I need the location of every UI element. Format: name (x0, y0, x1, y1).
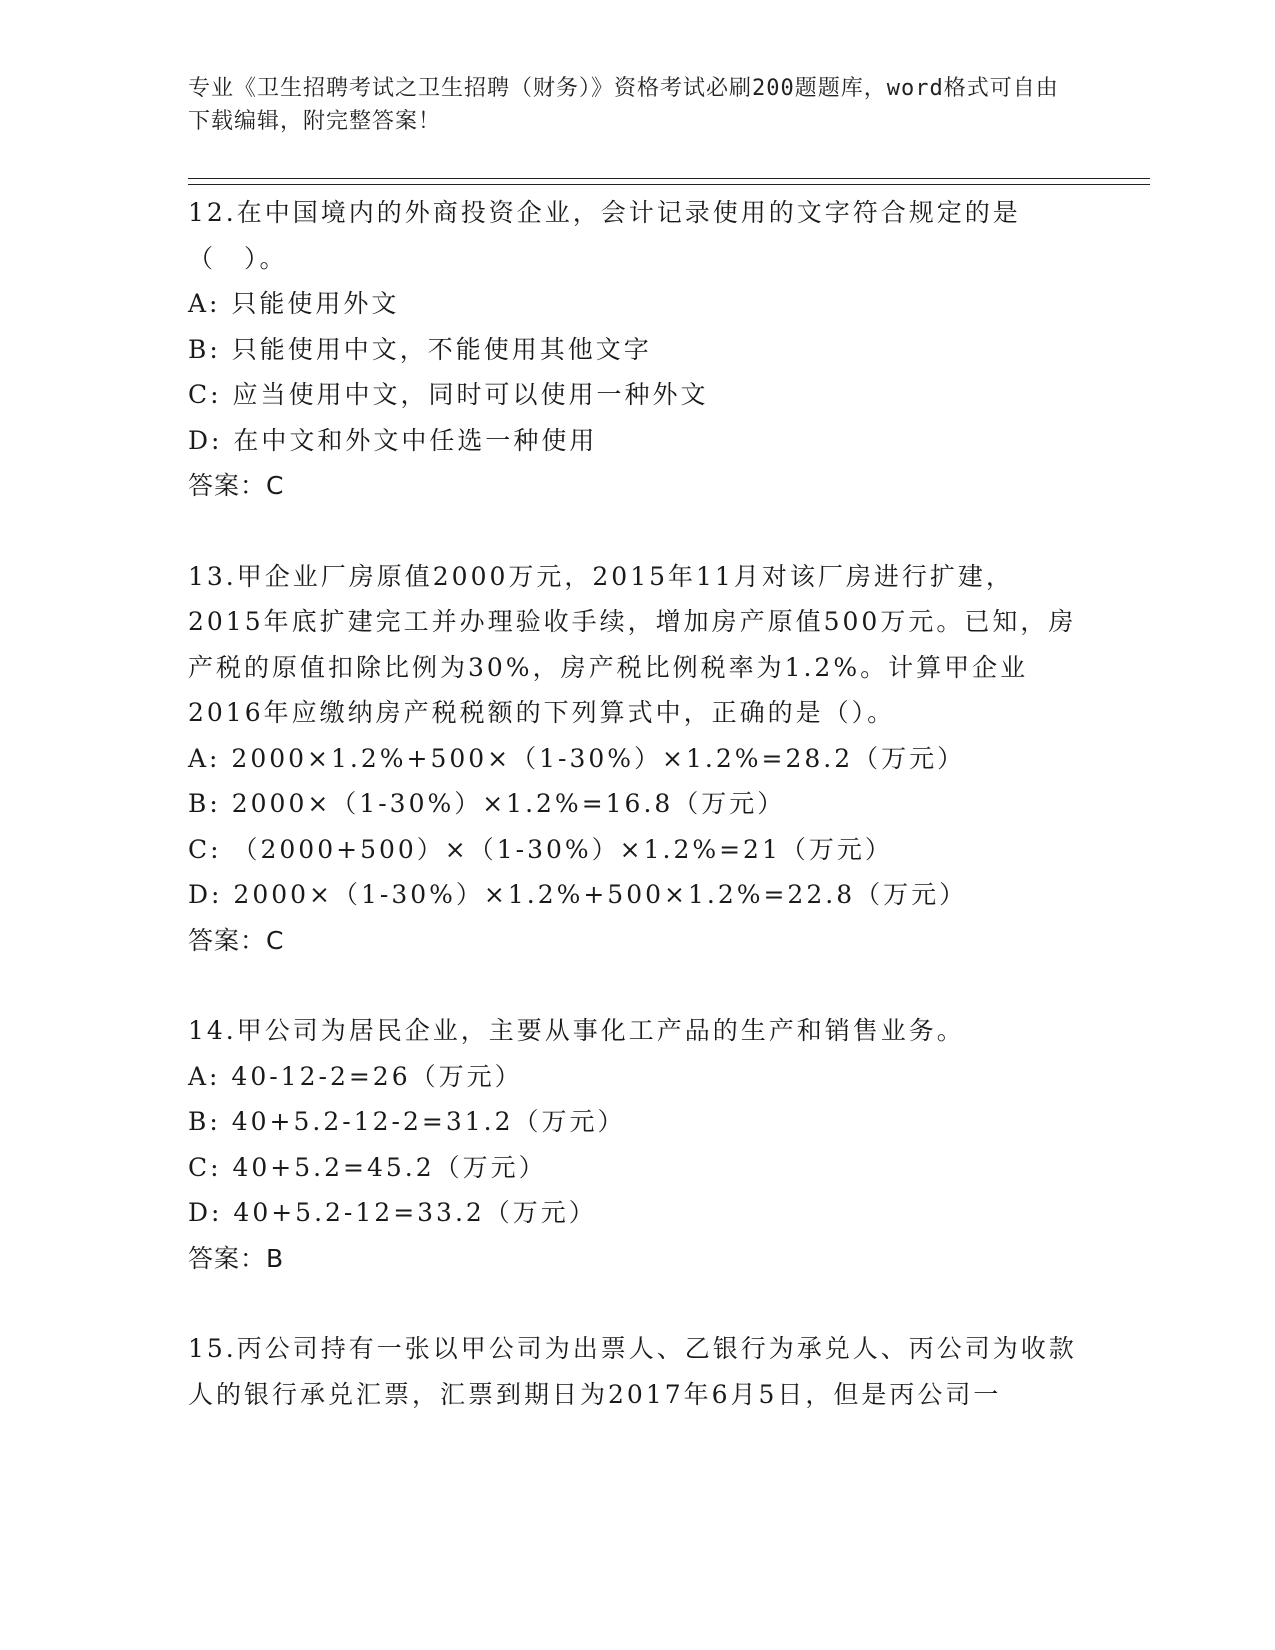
option-d: D: 2000×（1-30%）×1.2%+500×1.2%=22.8（万元） (188, 880, 968, 909)
option-a: A: 2000×1.2%+500×（1-30%）×1.2%=28.2（万元） (188, 743, 966, 773)
option-c: C: 应当使用中文，同时可以使用一种外文 (188, 380, 709, 409)
option-b: B: 2000×（1-30%）×1.2%=16.8（万元） (188, 789, 786, 818)
document-body (188, 190, 1088, 1417)
option-d: D: 40+5.2-12=33.2（万元） (188, 1198, 597, 1227)
answer-label: 答案：C (188, 925, 285, 955)
question-text: 13.甲企业厂房原值2000万元，2015年11月对该厂房进行扩建，2015年底扩建完工并办理验收手续，增加房产原值500万元。已知，房产税的原值扣除比例为30%，房产税比例税率为1.2%。计算甲企业2016年应缴纳房产税税额的下列算式中，正确的是（）。 (188, 561, 1077, 727)
option-a: A: 只能使用外文 (188, 289, 400, 318)
option-c: C: 40+5.2=45.2（万元） (188, 1152, 547, 1182)
header-divider (188, 178, 1150, 185)
question-text: 15.丙公司持有一张以甲公司为出票人、乙银行为承兑人、丙公司为收款人的银行承兑汇票，汇票到期日为2017年6月5日，但是丙公司一 (188, 1334, 1077, 1409)
question-12 (188, 190, 1088, 509)
question-15 (188, 1326, 1088, 1417)
option-b: B: 40+5.2-12-2=31.2（万元） (188, 1107, 626, 1136)
question-14 (188, 1008, 1088, 1281)
question-13 (188, 554, 1088, 964)
option-d: D: 在中文和外文中任选一种使用 (188, 425, 598, 455)
option-a: A: 40-12-2=26（万元） (188, 1061, 523, 1091)
question-text: 14.甲公司为居民企业，主要从事化工产品的生产和销售业务。 (188, 1016, 965, 1045)
page-header: 专业《卫生招聘考试之卫生招聘（财务）》资格考试必刷200题题库，word格式可自由下载编辑，附完整答案！ (188, 76, 1059, 134)
question-text: 12.在中国境内的外商投资企业，会计记录使用的文字符合规定的是（ ）。 (188, 198, 1021, 273)
option-c: C: （2000+500）×（1-30%）×1.2%=21（万元） (188, 834, 893, 864)
option-b: B: 只能使用中文，不能使用其他文字 (188, 334, 652, 364)
answer-label: 答案：C (188, 471, 285, 500)
answer-label: 答案：B (188, 1243, 285, 1273)
